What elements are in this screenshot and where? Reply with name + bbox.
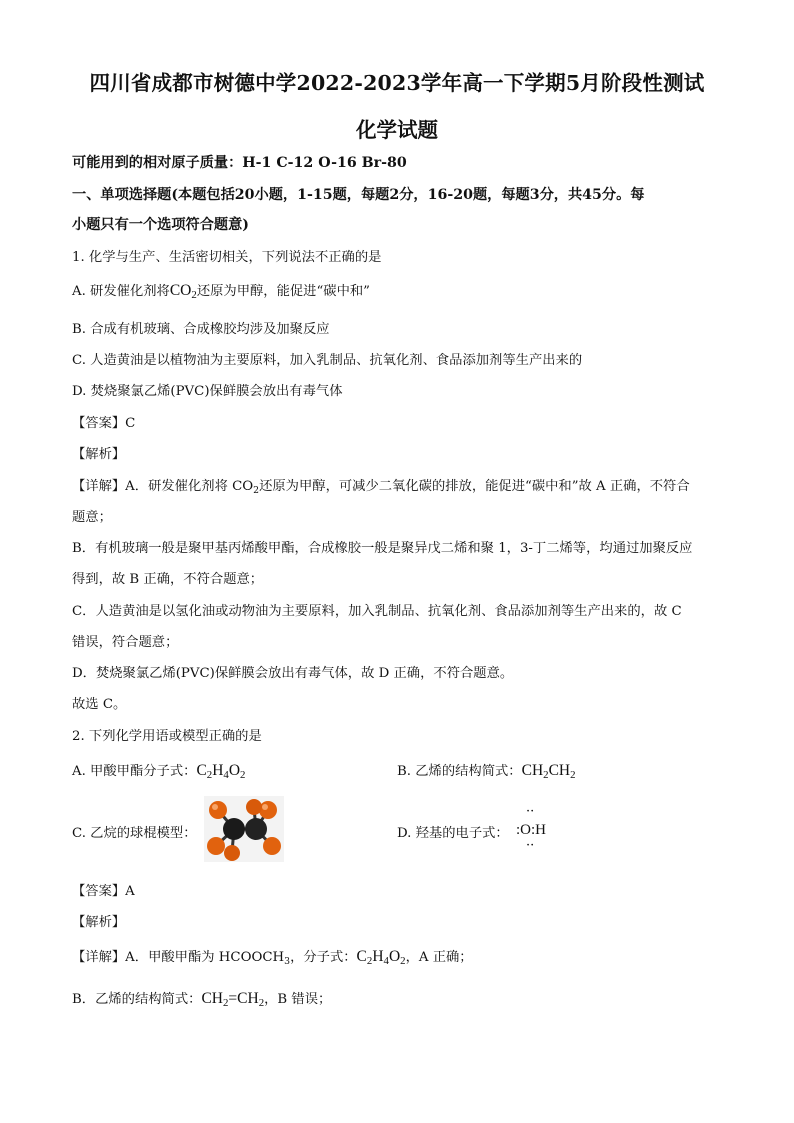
- q2-analysis-label: 【解析】: [72, 915, 126, 930]
- q1-detail-c: C．人造黄油是以氢化油或动物油为主要原料，加入乳制品、抗氧化剂、食品添加剂等生产出来的，故 C: [72, 604, 682, 619]
- q2-answer: 【答案】A: [72, 884, 135, 899]
- q2-option-d-label: D. 羟基的电子式：: [397, 826, 509, 841]
- q1-detail-a-cont: 题意；: [72, 510, 112, 525]
- page-title: 四川省成都市树德中学2022-2023学年高一下学期5月阶段性测试: [89, 71, 705, 95]
- q1-option-d: D. 焚烧聚氯乙烯(PVC)保鲜膜会放出有毒气体: [72, 384, 343, 399]
- q1-detail-b-cont: 得到，故 B 正确，不符合题意；: [72, 572, 264, 587]
- section-heading-line1: 一、单项选择题(本题包括20小题，1-15题，每题2分，16-20题，每题3分，共45分。每: [72, 187, 645, 203]
- q1-detail-c-cont: 错误，符合题意；: [72, 635, 179, 650]
- co-text: CO: [169, 282, 192, 299]
- atomic-masses-line: 可能用到的相对原子质量：H-1 C-12 O-16 Br-80: [72, 155, 407, 171]
- q1-option-c: C. 人造黄油是以植物油为主要原料，加入乳制品、抗氧化剂、食品添加剂等生产出来的: [72, 353, 583, 368]
- q1-detail-d: D．焚烧聚氯乙烯(PVC)保鲜膜会放出有毒气体，故 D 正确，不符合题意。: [72, 666, 514, 681]
- lone-pair-top: ··: [526, 804, 535, 819]
- lewis-center: :O:H: [516, 822, 546, 838]
- q1-detail-b: B．有机玻璃一般是聚甲基丙烯酸甲酯，合成橡胶一般是聚异戊二烯和聚 1，3-丁二烯等，均通过加聚反应: [72, 541, 693, 556]
- detail-text: ，A 正确；: [405, 950, 473, 965]
- q2-stem: 2. 下列化学用语或模型正确的是: [72, 729, 262, 744]
- co2-formula: [170, 282, 197, 299]
- formula-ch2-eq-ch2: $CH_2=CH_2$: [201, 990, 265, 1009]
- q2-option-c-label: C. 乙烷的球棍模型：: [72, 826, 197, 841]
- page-subtitle: 化学试题: [356, 118, 438, 142]
- q1-option-a-tail: 还原为甲醇，能促进“碳中和”: [196, 284, 370, 299]
- formula-c2h4o2: $C_2H_4O_2$: [356, 948, 406, 967]
- subscript: 3: [284, 956, 291, 967]
- detail-text: ，B 错误；: [264, 992, 332, 1007]
- subscript: 2: [253, 485, 260, 496]
- q1-detail-a: [72, 475, 690, 494]
- section-heading-line2: 小题只有一个选项符合题意): [72, 217, 249, 233]
- formula-ch2ch2: $CH_2CH_2$: [521, 762, 576, 781]
- q2-option-a-label: A. 甲酸甲酯分子式：: [72, 764, 197, 779]
- formula-c2h4o2: $C_2H_4O_2$: [196, 762, 246, 781]
- detail-text: 还原为甲醇，可减少二氧化碳的排放，能促进“碳中和”故 A 正确，不符合: [259, 479, 690, 494]
- q2-detail-b: [72, 988, 331, 1008]
- q1-stem: 1. 化学与生产、生活密切相关，下列说法不正确的是: [72, 250, 382, 265]
- hydroxyl-lewis-structure: [516, 804, 560, 856]
- q2-option-b: [397, 760, 576, 780]
- detail-text: B．乙烯的结构简式：: [72, 992, 202, 1007]
- ethane-ball-stick-model-image: [204, 796, 284, 862]
- detail-text: 【详解】A．研发催化剂将 CO: [72, 479, 254, 494]
- q1-conclusion: 故选 C。: [72, 697, 127, 712]
- q2-option-b-label: B. 乙烯的结构简式：: [397, 764, 522, 779]
- detail-text: ，分子式：: [290, 950, 357, 965]
- q2-detail-a: [72, 946, 473, 966]
- q1-analysis-label: 【解析】: [72, 447, 126, 462]
- q2-option-a: [72, 760, 245, 780]
- lone-pair-bottom: ··: [526, 838, 535, 853]
- q1-answer: 【答案】C: [72, 416, 136, 431]
- q1-option-b: B. 合成有机玻璃、合成橡胶均涉及加聚反应: [72, 322, 330, 337]
- q1-option-a-text: A. 研发催化剂将: [72, 284, 170, 299]
- detail-text: 【详解】A．甲酸甲酯为 HCOOCH: [72, 950, 285, 965]
- q1-option-a: [72, 280, 370, 300]
- subscript: 2: [191, 289, 197, 301]
